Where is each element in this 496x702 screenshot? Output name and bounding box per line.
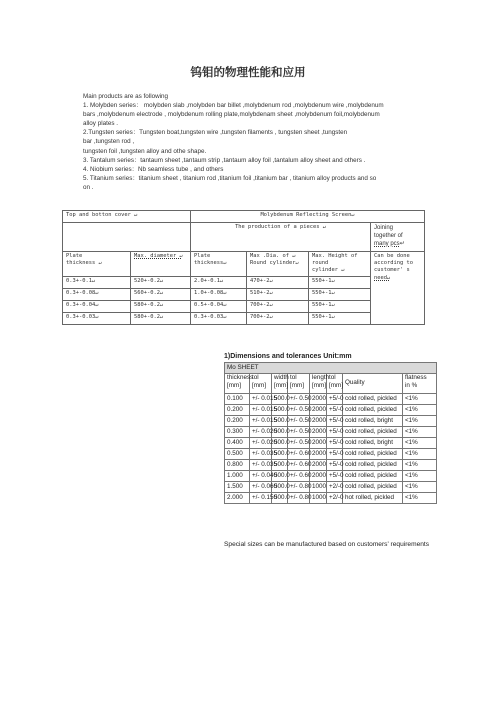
table-cell: +/- 0.50 bbox=[288, 393, 310, 404]
cell-line: flatness bbox=[405, 373, 427, 381]
table-cell: <1% bbox=[403, 426, 437, 437]
table-cell: 500.0 bbox=[272, 481, 288, 492]
table-cell: 550+-1↵ bbox=[309, 276, 371, 288]
table-cell: 2000 bbox=[310, 459, 327, 470]
table-cell: +/- 0.50 bbox=[288, 426, 310, 437]
cell-line bbox=[374, 240, 421, 248]
table-header-cell bbox=[191, 252, 247, 277]
table-row bbox=[225, 404, 437, 415]
table-cell: +/- 0.035 bbox=[250, 459, 272, 470]
table-cell: +/- 0.020 bbox=[250, 426, 272, 437]
cell-line: together of bbox=[374, 233, 403, 239]
table-cell: 2000 bbox=[310, 437, 327, 448]
mo-sheet-rows bbox=[225, 393, 437, 503]
table-cell: +2/-0 bbox=[327, 481, 343, 492]
table-cell: 500.0 bbox=[272, 459, 288, 470]
table-cell: 520+-0.2↵ bbox=[131, 276, 191, 288]
cell-line: [mm] bbox=[227, 382, 241, 390]
table-cell: 560+-0.2↵ bbox=[131, 288, 191, 300]
table-cell: 0.3+-0.08↵ bbox=[63, 288, 131, 300]
table-row bbox=[63, 276, 425, 288]
table-cell: 550+-1↵ bbox=[309, 288, 371, 300]
table-header-cell bbox=[272, 373, 288, 393]
table-cell: +5/-0 bbox=[327, 448, 343, 459]
cell-line: [mm] bbox=[252, 382, 266, 390]
products-line: alloy plates . bbox=[83, 120, 119, 128]
table-cell: 0.200 bbox=[225, 415, 250, 426]
table-cell: 550+-1↵ bbox=[309, 312, 371, 324]
cell-line: Max. Height of bbox=[312, 253, 358, 259]
table-header-cell bbox=[288, 373, 310, 393]
products-line: 3. Tantalum series：tantaum sheet ,tantaum strip ,tantaum alloy foil ,tantalum alloy sheet and others . bbox=[83, 156, 366, 164]
cell-line: according to bbox=[374, 260, 413, 267]
cell-line: Can be done bbox=[374, 253, 410, 259]
table-header-cell bbox=[63, 252, 131, 277]
table-row bbox=[225, 426, 437, 437]
cell-line: thickness bbox=[227, 373, 254, 381]
table-cell: 0.200 bbox=[225, 404, 250, 415]
cell-line: Plate bbox=[194, 253, 211, 259]
table-cell: +/- 0.015 bbox=[250, 404, 272, 415]
products-line: 1. Molybden series： molybden slab ,molybden bar billet ,molybdenum rod ,molybdenum wire ,molybdenum bbox=[83, 102, 384, 110]
cell-line: [mm] bbox=[274, 382, 288, 390]
table-cell: +5/-0 bbox=[327, 437, 343, 448]
products-intro: Main products are as following bbox=[83, 93, 169, 100]
table-cell: 470+-2↵ bbox=[247, 276, 309, 288]
table-cell: 500.0 bbox=[272, 470, 288, 481]
table-cell: 580+-0.2↵ bbox=[131, 300, 191, 312]
cell-line: length bbox=[312, 373, 330, 381]
table-cell: 1000 bbox=[310, 481, 327, 492]
table-cell: 0.800 bbox=[225, 459, 250, 470]
dimensions-caption: 1)Dimensions and tolerances Unit:mm bbox=[224, 353, 352, 360]
table-header-cell bbox=[371, 252, 425, 325]
table-cell: +/- 0.015 bbox=[250, 415, 272, 426]
special-sizes-note: Special sizes can be manufactured based on customers' requirements bbox=[224, 541, 430, 548]
table-cell: +/- 0.50 bbox=[288, 415, 310, 426]
table-cell: 2000 bbox=[310, 426, 327, 437]
table-cell: +5/-0 bbox=[327, 459, 343, 470]
table-cell: 2000 bbox=[310, 404, 327, 415]
table-cell: <1% bbox=[403, 481, 437, 492]
table-cell: +5/-0 bbox=[327, 470, 343, 481]
cell-line: [mm] bbox=[329, 382, 343, 390]
table-cell: 510+-2↵ bbox=[247, 288, 309, 300]
table-cell: +/- 0.035 bbox=[250, 448, 272, 459]
table-header-cell bbox=[327, 373, 343, 393]
products-line: tungsten foil ,tungsten alloy and othe shape. bbox=[83, 147, 207, 155]
table-cell: +/- 0.60 bbox=[288, 448, 310, 459]
table-cell: 2.0+-0.1↵ bbox=[191, 276, 247, 288]
cell-line: tol bbox=[252, 373, 259, 381]
cell-line: [mm] bbox=[312, 382, 326, 390]
table-cell: 0.3+-0.1↵ bbox=[63, 276, 131, 288]
table-cell: 1.0+-0.08↵ bbox=[191, 288, 247, 300]
reflecting-screen-table bbox=[62, 210, 425, 325]
cell-line: width bbox=[274, 373, 289, 381]
table-cell: cold rolled, pickled bbox=[343, 448, 403, 459]
mo-sheet-table bbox=[224, 362, 437, 504]
table-cell: 2000 bbox=[310, 393, 327, 404]
table-cell: 1000 bbox=[310, 492, 327, 503]
cell-line: need↵ bbox=[374, 274, 391, 281]
table-row bbox=[225, 415, 437, 426]
table-cell: 1.500 bbox=[225, 481, 250, 492]
table-cell bbox=[371, 223, 425, 252]
table-cell: hot rolled, pickled bbox=[343, 492, 403, 503]
table-cell: cold rolled, pickled bbox=[343, 404, 403, 415]
table-cell: 0.5+-0.04↵ bbox=[191, 300, 247, 312]
table-cell: cold rolled, pickled bbox=[343, 426, 403, 437]
table-row bbox=[225, 459, 437, 470]
table-cell: 0.3+-0.03↵ bbox=[191, 312, 247, 324]
table-cell: cold rolled, pickled bbox=[343, 459, 403, 470]
table-cell: 700+-2↵ bbox=[247, 312, 309, 324]
table-header-cell bbox=[225, 373, 254, 393]
table-row bbox=[63, 312, 425, 324]
cell-line: Max .Dia. of ↵ bbox=[250, 253, 296, 259]
table-cell: 0.400 bbox=[225, 437, 250, 448]
table-cell: 700+-2↵ bbox=[247, 300, 309, 312]
table-cell: 500.0 bbox=[272, 448, 288, 459]
table-cell: The production of a pieces ↵ bbox=[191, 223, 371, 252]
table-cell: <1% bbox=[403, 448, 437, 459]
table-cell: Top and botton cover ↵ bbox=[63, 211, 191, 223]
products-line: 2.Tungsten series：Tungsten boat,tungsten wire ,tungsten filaments , tungsten sheet ,tungsten bbox=[83, 129, 348, 137]
table-cell: cold rolled, bright bbox=[343, 415, 403, 426]
table-cell: <1% bbox=[403, 404, 437, 415]
sheet-title: Mo SHEET bbox=[225, 363, 437, 374]
table-cell: +/- 0.50 bbox=[288, 437, 310, 448]
table-cell: +/- 0.040 bbox=[250, 470, 272, 481]
cell-line: Round cylinder↵ bbox=[250, 260, 299, 267]
table-cell: cold rolled, bright bbox=[343, 437, 403, 448]
table-cell: +5/-0 bbox=[327, 426, 343, 437]
table-row bbox=[225, 437, 437, 448]
table-row bbox=[225, 470, 437, 481]
table-cell: 500.0 bbox=[272, 437, 288, 448]
table-cell: +/- 0.020 bbox=[250, 437, 272, 448]
table-cell: 0.300 bbox=[225, 426, 250, 437]
table-cell: 2.000 bbox=[225, 492, 250, 503]
table-cell: +5/-0 bbox=[327, 415, 343, 426]
products-line: 5. Titanium series：titanium sheet , titanium rod ,titanium foil ,titanium bar , titanium alloy products and so bbox=[83, 174, 377, 182]
cell-line: round bbox=[312, 260, 329, 267]
cell-line: tol bbox=[329, 373, 336, 381]
table-cell: <1% bbox=[403, 437, 437, 448]
table-cell: 580+-0.2↵ bbox=[131, 312, 191, 324]
table-cell: 2000 bbox=[310, 448, 327, 459]
products-line: bars ,molybdenum electrode , molybdenum rolling plate,molybdenam sheet ,molybdenum foil,molybdenum bbox=[83, 111, 380, 119]
table-cell: cold rolled, pickled bbox=[343, 481, 403, 492]
table-header-cell bbox=[131, 252, 191, 277]
products-line: on . bbox=[83, 183, 94, 191]
table-cell: 0.500 bbox=[225, 448, 250, 459]
table-cell: +/- 0.060 bbox=[250, 481, 272, 492]
table-cell: cold rolled, pickled bbox=[343, 470, 403, 481]
cell-line: thickness↵ bbox=[194, 260, 227, 267]
table-cell: 0.3+-0.04↵ bbox=[63, 300, 131, 312]
products-line: bar ,tungsten rod , bbox=[83, 138, 135, 146]
cell-line: Quality bbox=[345, 378, 365, 386]
cell-line: Plate bbox=[66, 253, 83, 259]
cell-line: tol bbox=[290, 373, 297, 381]
table-row bbox=[225, 481, 437, 492]
table-header-cell bbox=[250, 373, 272, 393]
table-cell: +/- 0.60 bbox=[288, 459, 310, 470]
table-cell: 500.0 bbox=[272, 415, 288, 426]
cell-line: cylinder ↵ bbox=[312, 267, 345, 274]
cell-line: customer' s bbox=[374, 267, 410, 274]
cell-line: thickness ↵ bbox=[66, 260, 102, 267]
table-cell: +/- 0.60 bbox=[288, 470, 310, 481]
page-title: 钨钼的物理性能和应用 bbox=[190, 65, 306, 79]
table-cell: cold rolled, pickled bbox=[343, 393, 403, 404]
table-cell: 2000 bbox=[310, 415, 327, 426]
table-cell: +5/-0 bbox=[327, 393, 343, 404]
table-cell: <1% bbox=[403, 459, 437, 470]
table-row bbox=[225, 448, 437, 459]
table-cell: 500.0 bbox=[272, 426, 288, 437]
table-header-cell bbox=[309, 252, 371, 277]
table-header-cell bbox=[247, 252, 309, 277]
table-cell: <1% bbox=[403, 393, 437, 404]
cell-line: in % bbox=[405, 382, 418, 390]
products-line: 4. Niobium series：Nb seamless tube , and others bbox=[83, 165, 224, 173]
table-header-cell bbox=[343, 373, 403, 393]
table-row bbox=[225, 492, 437, 503]
table-cell: 500.0 bbox=[272, 393, 288, 404]
table-cell: 2000 bbox=[310, 470, 327, 481]
table-cell: <1% bbox=[403, 470, 437, 481]
table-header-cell bbox=[403, 373, 437, 393]
table-cell: 0.3+-0.03↵ bbox=[63, 312, 131, 324]
table-cell: +/- 0.80 bbox=[288, 492, 310, 503]
table-row bbox=[63, 288, 425, 300]
table-cell: +5/-0 bbox=[327, 404, 343, 415]
table-cell: 1.000 bbox=[225, 470, 250, 481]
cell-line: Max. diameter ↵ bbox=[134, 253, 183, 259]
table-cell: +/- 0.150 bbox=[250, 492, 272, 503]
table-cell: 0.100 bbox=[225, 393, 250, 404]
cell-text: many pcs bbox=[374, 241, 400, 247]
table-cell: +/- 0.015 bbox=[250, 393, 272, 404]
table-row bbox=[63, 300, 425, 312]
table-row bbox=[225, 393, 437, 404]
table-cell: 550+-1↵ bbox=[309, 300, 371, 312]
table-cell: 500.0 bbox=[272, 492, 288, 503]
cell-line: [mm] bbox=[290, 382, 304, 390]
table-header-cell bbox=[310, 373, 330, 393]
table-cell: +2/-0 bbox=[327, 492, 343, 503]
cell-line: Joining bbox=[374, 225, 394, 231]
table-cell: <1% bbox=[403, 415, 437, 426]
table-cell: 500.0 bbox=[272, 404, 288, 415]
cell-text: ↵ bbox=[399, 241, 405, 247]
table-cell bbox=[63, 223, 191, 252]
products-section bbox=[83, 92, 423, 192]
table-cell: +/- 0.80 bbox=[288, 481, 310, 492]
table-cell: Molybdenum Reflecting Screen↵ bbox=[191, 211, 425, 223]
table-cell: +/- 0.50 bbox=[288, 404, 310, 415]
table-cell: <1% bbox=[403, 492, 437, 503]
